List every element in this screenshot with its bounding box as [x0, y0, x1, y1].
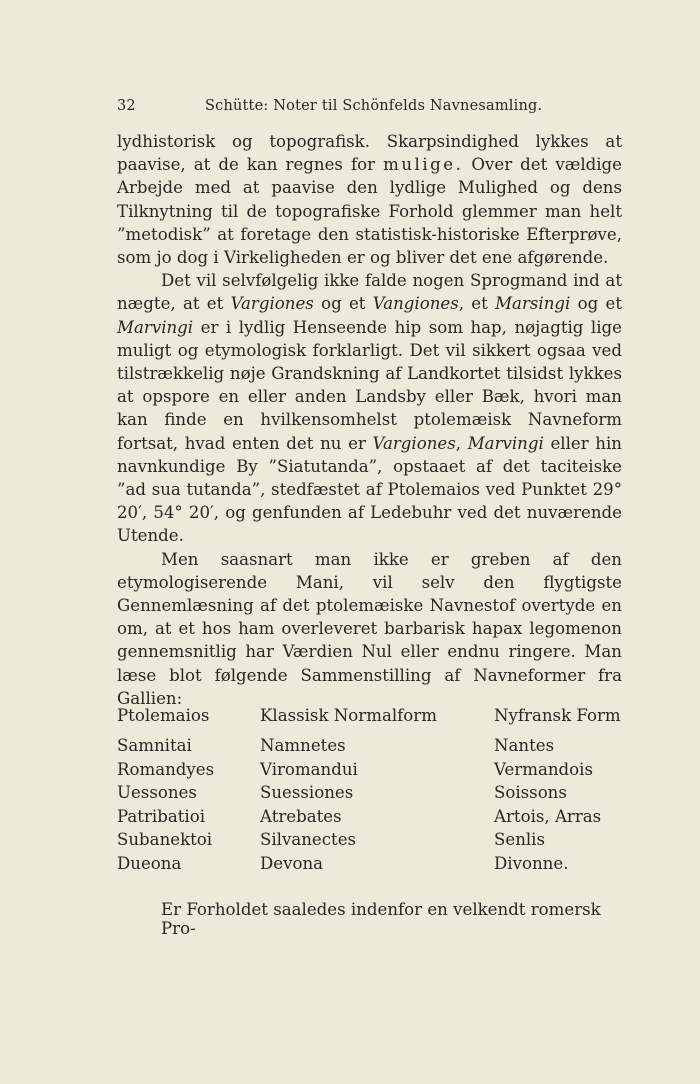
- table-header-row: [117, 706, 634, 736]
- table-cell: Romandyes: [117, 759, 215, 779]
- table-cell: Soissons: [494, 783, 567, 802]
- table-cell: Namnetes: [260, 736, 346, 755]
- text-run: , et: [458, 294, 496, 314]
- table-cell: Nantes: [494, 736, 555, 755]
- text-run: Over det vældige Arbejde med at paavise den lydlige Mulighed og dens Tilknytning til de topografiske Forhold glemmer man helt ”metodisk” at foretage den statistisk-historiske Efterprøve, som jo dog i Virkeligheden er og bliver det ene afgørende.: [117, 155, 622, 268]
- column-header: Klassisk Normalform: [260, 706, 437, 725]
- table-cell: Samnitai: [117, 736, 192, 755]
- table-cell: Atrebates: [260, 806, 342, 826]
- italic-name: Marsingi: [495, 294, 571, 314]
- continuation-line: Er Forholdet saaledes indenfor en velkendt romersk Pro-: [161, 900, 601, 938]
- table-cell: Senlis: [494, 830, 546, 849]
- italic-name: Vangiones: [372, 294, 459, 314]
- table-cell: Viromandui: [260, 759, 358, 779]
- paragraph-1: [117, 130, 622, 269]
- table-row: [117, 760, 634, 784]
- table-cell: Uessones: [117, 783, 197, 802]
- text-run: eller hin navnkundige By ”Siatutanda”, opstaaet af det taciteiske ”ad sua tutanda”, stedfæstet af Ptolemaios ved Punktet 29° 20′, 54° 20′, og genfunden af Ledebuhr ved det nuværende Utende.: [117, 433, 622, 546]
- table-row: [117, 736, 634, 760]
- table-row: [117, 807, 634, 831]
- table-cell: Divonne.: [494, 853, 569, 873]
- table-row: [117, 783, 634, 807]
- spaced-emphasis: mulige.: [383, 155, 464, 175]
- name-comparison-table: [117, 706, 634, 877]
- text-run: Det vil selvfølgelig ikke falde nogen Sprogmand ind at nægte, at et: [117, 271, 622, 314]
- paragraph-3: [117, 548, 622, 710]
- column-header: Ptolemaios: [117, 706, 210, 725]
- page-number: 32: [117, 98, 136, 114]
- table-cell: Subanektoi: [117, 830, 213, 849]
- column-header: Nyfransk Form: [494, 706, 621, 725]
- italic-name: Marvingi: [467, 433, 544, 453]
- text-run: og et: [570, 294, 622, 314]
- table-row: [117, 830, 634, 854]
- text-run: og et: [313, 294, 373, 314]
- table-cell: Devona: [260, 853, 324, 873]
- table-cell: Patribatioi: [117, 806, 206, 826]
- table-row: [117, 854, 634, 878]
- italic-name: Vargiones: [230, 294, 314, 314]
- table-cell: Artois, Arras: [494, 806, 602, 826]
- table-cell: Dueona: [117, 853, 182, 873]
- text-run: Men saasnart man ikke er greben af den etymologiserende Mani, vil selv den flygtigste Gennemlæsning af det ptolemæiske Navnestof overtyde en om, at et hos ham overleveret barbarisk hapax legomenon gennemsnitlig har Værdien Nul eller endnu ringere. Man læse blot følgende Sammenstilling af Navneformer fra Gallien:: [117, 549, 622, 708]
- body-text: [117, 130, 622, 710]
- text-run: er i lydlig Henseende hip som hap, nøjagtig lige muligt og etymologisk forklarligt. Det vil sikkert ogsaa ved tilstrækkelig nøje Grandskning af Landkortet tilsidst lykkes at opspore en eller anden Landsby eller Bæk, hvori man kan finde en hvilkensomhelst ptolemæisk Navneform fortsat, hvad enten det nu er: [117, 317, 622, 453]
- table-cell: Vermandois: [494, 759, 593, 779]
- text-run: lydhistorisk og topografisk. Skarpsindighed lykkes at paavise, at de kan regnes for: [117, 132, 622, 175]
- table-cell: Silvanectes: [260, 830, 357, 849]
- italic-name: Vargiones: [372, 433, 456, 453]
- running-header: [117, 98, 617, 114]
- italic-name: Marvingi: [117, 317, 194, 337]
- table-cell: Suessiones: [260, 783, 354, 802]
- paragraph-2: [117, 269, 622, 547]
- running-title: Schütte: Noter til Schönfelds Navnesamling.: [205, 98, 543, 114]
- text-run: ,: [455, 433, 468, 453]
